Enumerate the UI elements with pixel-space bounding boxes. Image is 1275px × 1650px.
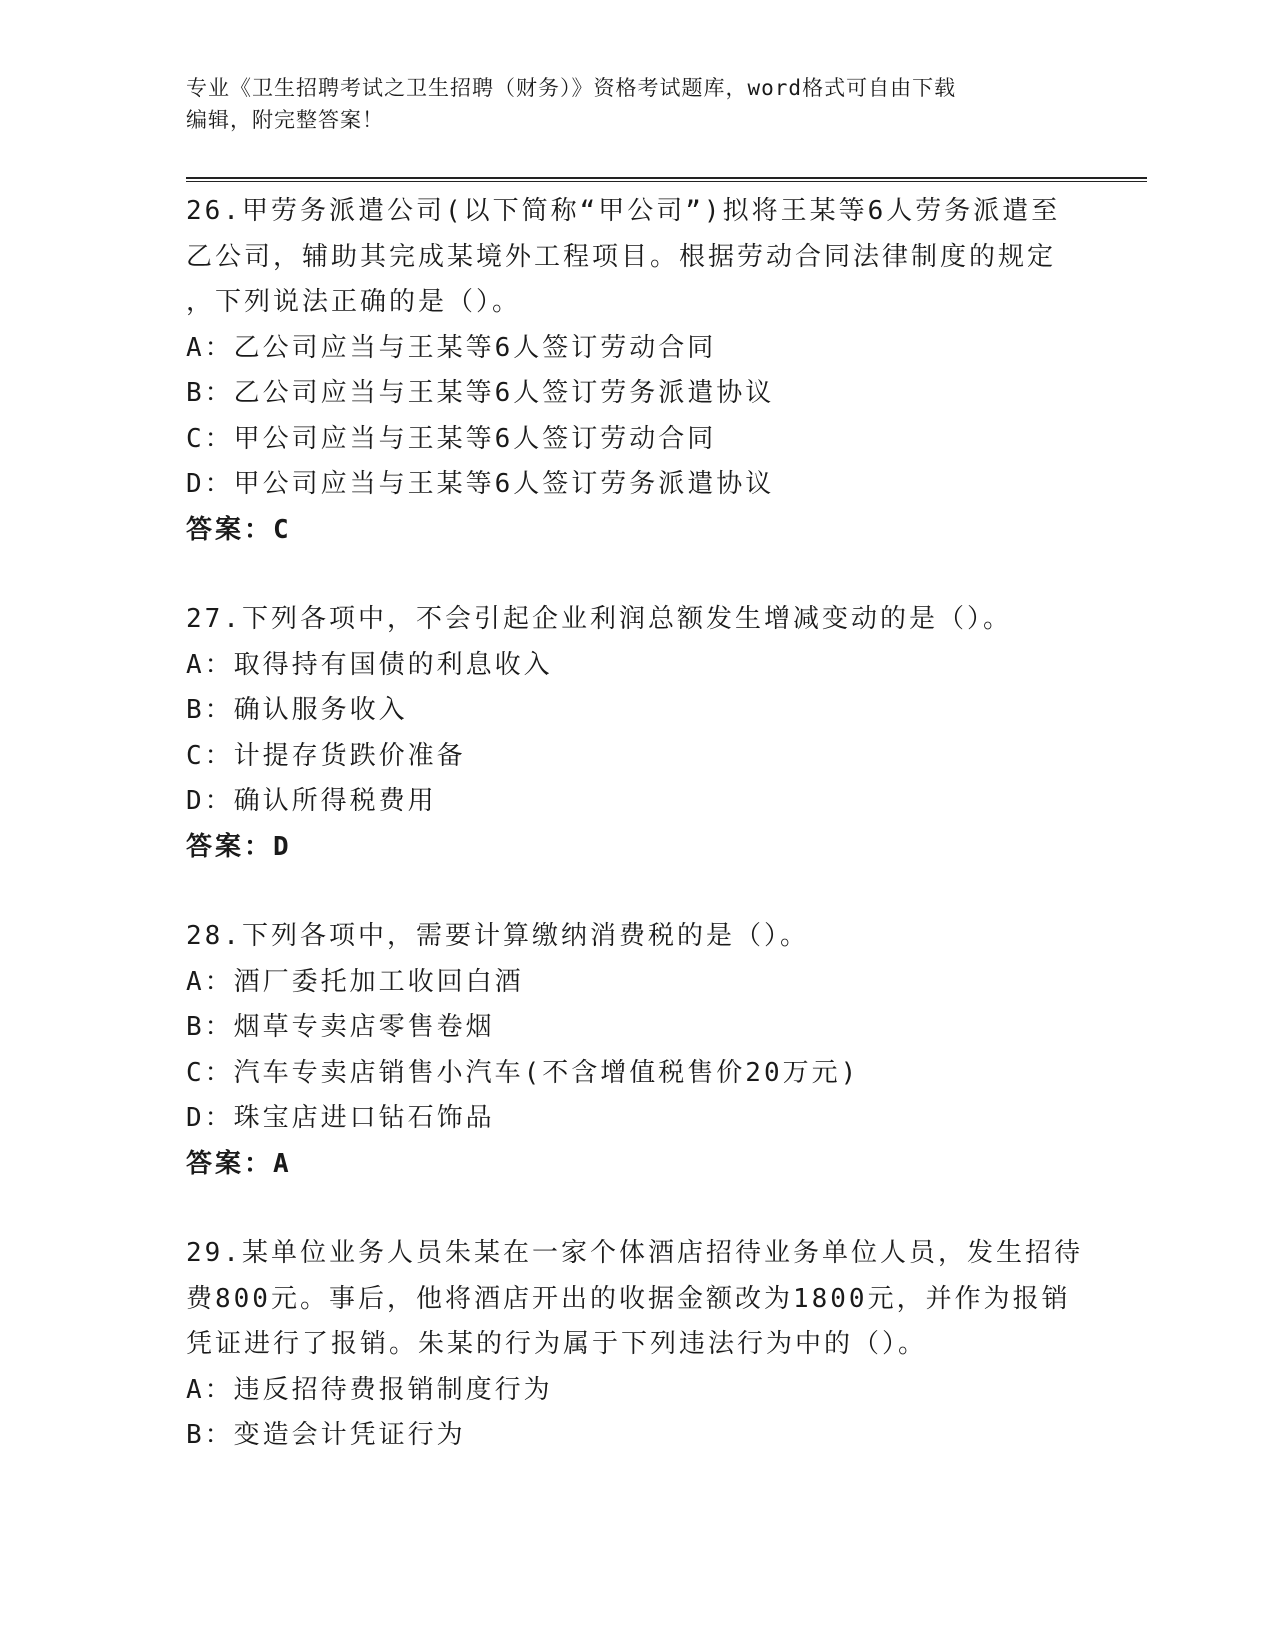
header-divider-thick [186,177,1147,179]
question-stem-line: 乙公司，辅助其完成某境外工程项目。根据劳动合同法律制度的规定 [186,241,1057,272]
option-a: A：取得持有国债的利息收入 [186,649,553,680]
question-stem-line: 27.下列各项中，不会引起企业利润总额发生增减变动的是（）。 [186,604,1012,634]
question-stem-line: 28.下列各项中，需要计算缴纳消费税的是（）。 [186,921,809,951]
option-b: B：烟草专卖店零售卷烟 [186,1012,495,1042]
option-c: C：甲公司应当与王某等6人签订劳动合同 [186,423,717,454]
option-a: A：违反招待费报销制度行为 [186,1374,553,1405]
question-29 [186,1231,1086,1459]
header-line-1: 专业《卫生招聘考试之卫生招聘（财务）》资格考试题库，word格式可自由下载 [186,76,957,100]
option-d: D：甲公司应当与王某等6人签订劳务派遣协议 [186,469,775,499]
question-stem-line: 费800元。事后，他将酒店开出的收据金额改为1800元，并作为报销 [186,1283,1071,1314]
answer-line: 答案：A [186,1148,292,1179]
option-b: B：乙公司应当与王某等6人签订劳务派遣协议 [186,378,775,408]
option-d: D：珠宝店进口钻石饰品 [186,1103,495,1133]
option-a: A：乙公司应当与王某等6人签订劳动合同 [186,332,717,363]
question-stem-line: 凭证进行了报销。朱某的行为属于下列违法行为中的（）。 [186,1329,928,1359]
option-c: C：汽车专卖店销售小汽车(不含增值税售价20万元) [186,1057,860,1088]
answer-line: 答案：C [186,514,292,545]
question-27 [186,597,1086,870]
option-d: D：确认所得税费用 [186,786,437,816]
option-b: B：变造会计凭证行为 [186,1420,466,1450]
document-header [186,72,1066,136]
question-list [186,189,1086,1503]
header-divider-thin [186,181,1147,182]
header-line-2: 编辑，附完整答案！ [186,108,384,132]
question-stem-line: 29.某单位业务人员朱某在一家个体酒店招待业务单位人员，发生招待 [186,1238,1083,1268]
option-a: A：酒厂委托加工收回白酒 [186,966,524,997]
option-b: B：确认服务收入 [186,695,408,725]
option-c: C：计提存货跌价准备 [186,740,466,771]
question-28 [186,914,1086,1187]
answer-line: 答案：D [186,831,292,862]
question-stem-line: 26.甲劳务派遣公司(以下简称“甲公司”)拟将王某等6人劳务派遣至 [186,196,1061,226]
question-26 [186,189,1086,553]
question-stem-line: ，下列说法正确的是（）。 [186,287,522,317]
